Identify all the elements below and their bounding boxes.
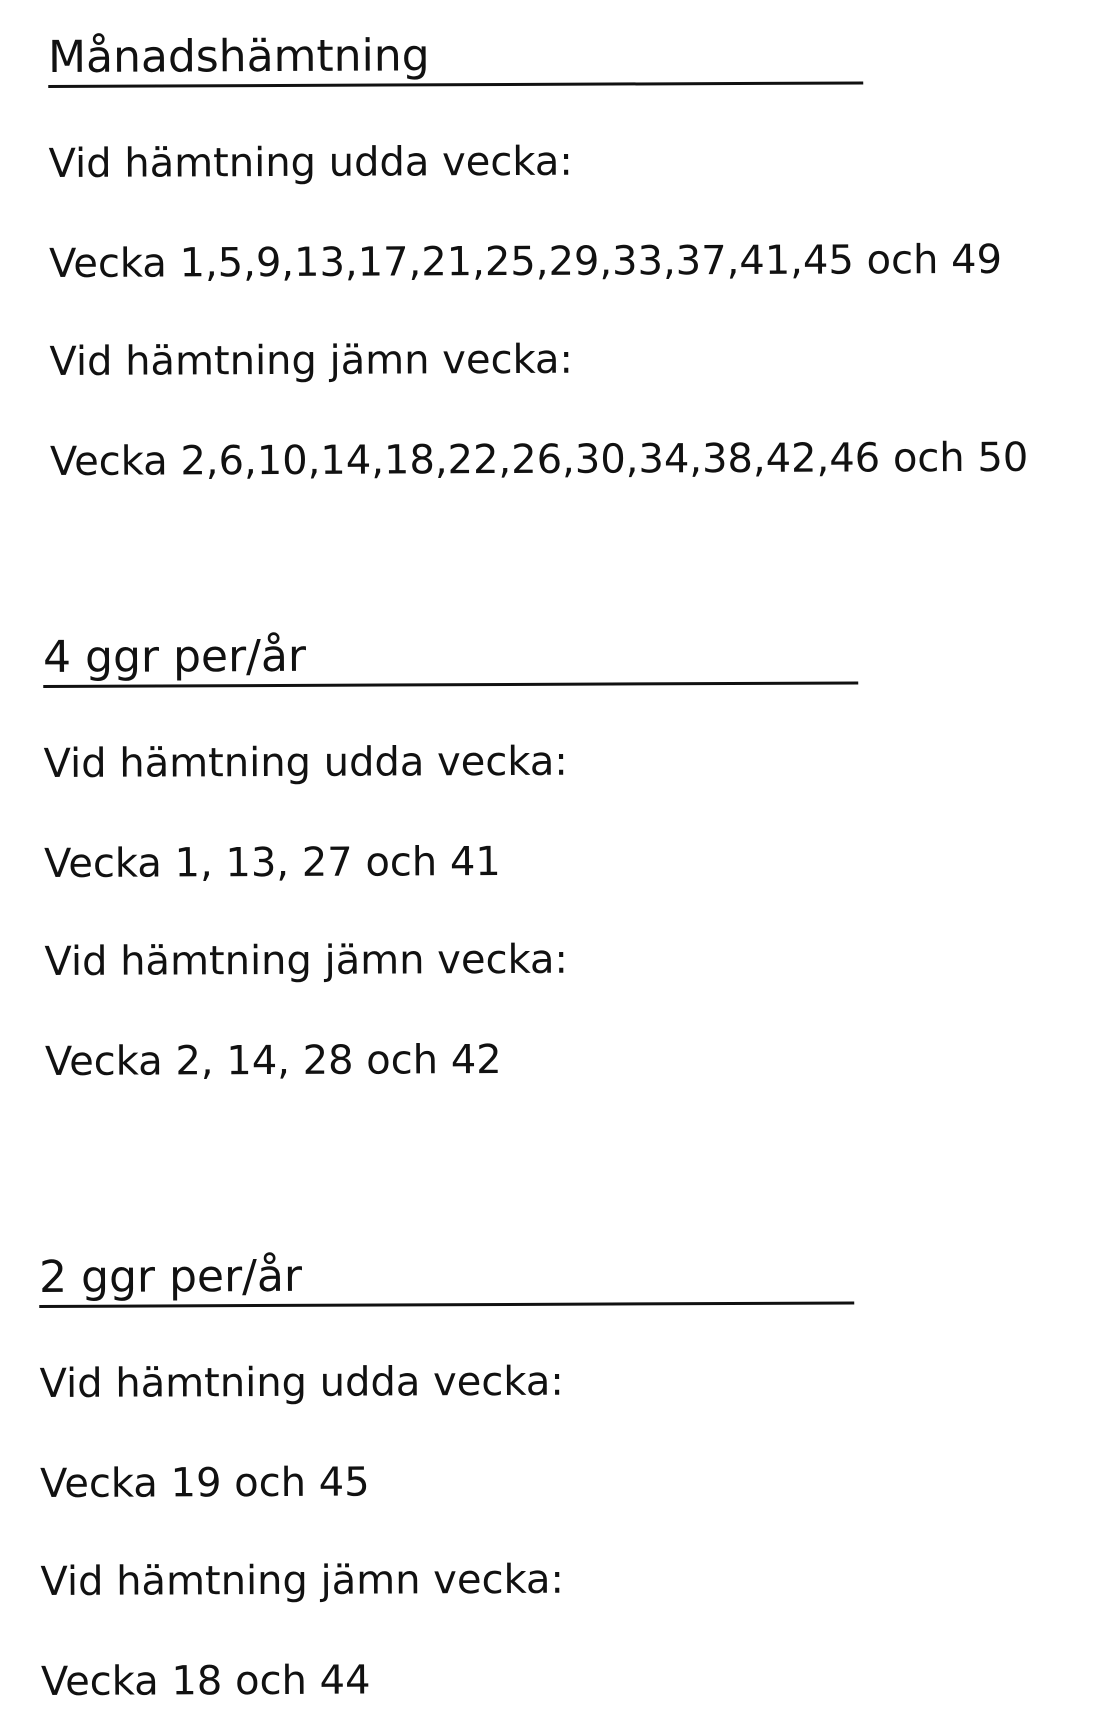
section-heading: 4 ggr per/år bbox=[43, 626, 858, 688]
section-four-times-yearly bbox=[43, 626, 858, 1085]
section-heading: Månadshämtning bbox=[48, 26, 863, 88]
even-week-list: Vecka 2, 14, 28 och 42 bbox=[44, 1037, 502, 1085]
even-week-list: Vecka 18 och 44 bbox=[40, 1657, 371, 1705]
odd-week-label: Vid hämtning udda vecka: bbox=[39, 1358, 564, 1407]
even-week-list: Vecka 2,6,10,14,18,22,26,30,34,38,42,46 och 50 bbox=[49, 434, 1029, 485]
section-two-times-yearly bbox=[39, 1246, 854, 1705]
odd-week-label: Vid hämtning udda vecka: bbox=[43, 738, 568, 787]
even-week-label: Vid hämtning jämn vecka: bbox=[44, 936, 569, 985]
odd-week-list: Vecka 1,5,9,13,17,21,25,29,33,37,41,45 och 49 bbox=[48, 236, 1003, 287]
even-week-label: Vid hämtning jämn vecka: bbox=[40, 1556, 565, 1605]
odd-week-list: Vecka 1, 13, 27 och 41 bbox=[43, 839, 501, 887]
section-heading: 2 ggr per/år bbox=[39, 1246, 854, 1308]
odd-week-list: Vecka 19 och 45 bbox=[39, 1459, 370, 1507]
odd-week-label: Vid hämtning udda vecka: bbox=[48, 138, 573, 187]
even-week-label: Vid hämtning jämn vecka: bbox=[49, 336, 574, 385]
section-monthly bbox=[48, 26, 1029, 485]
